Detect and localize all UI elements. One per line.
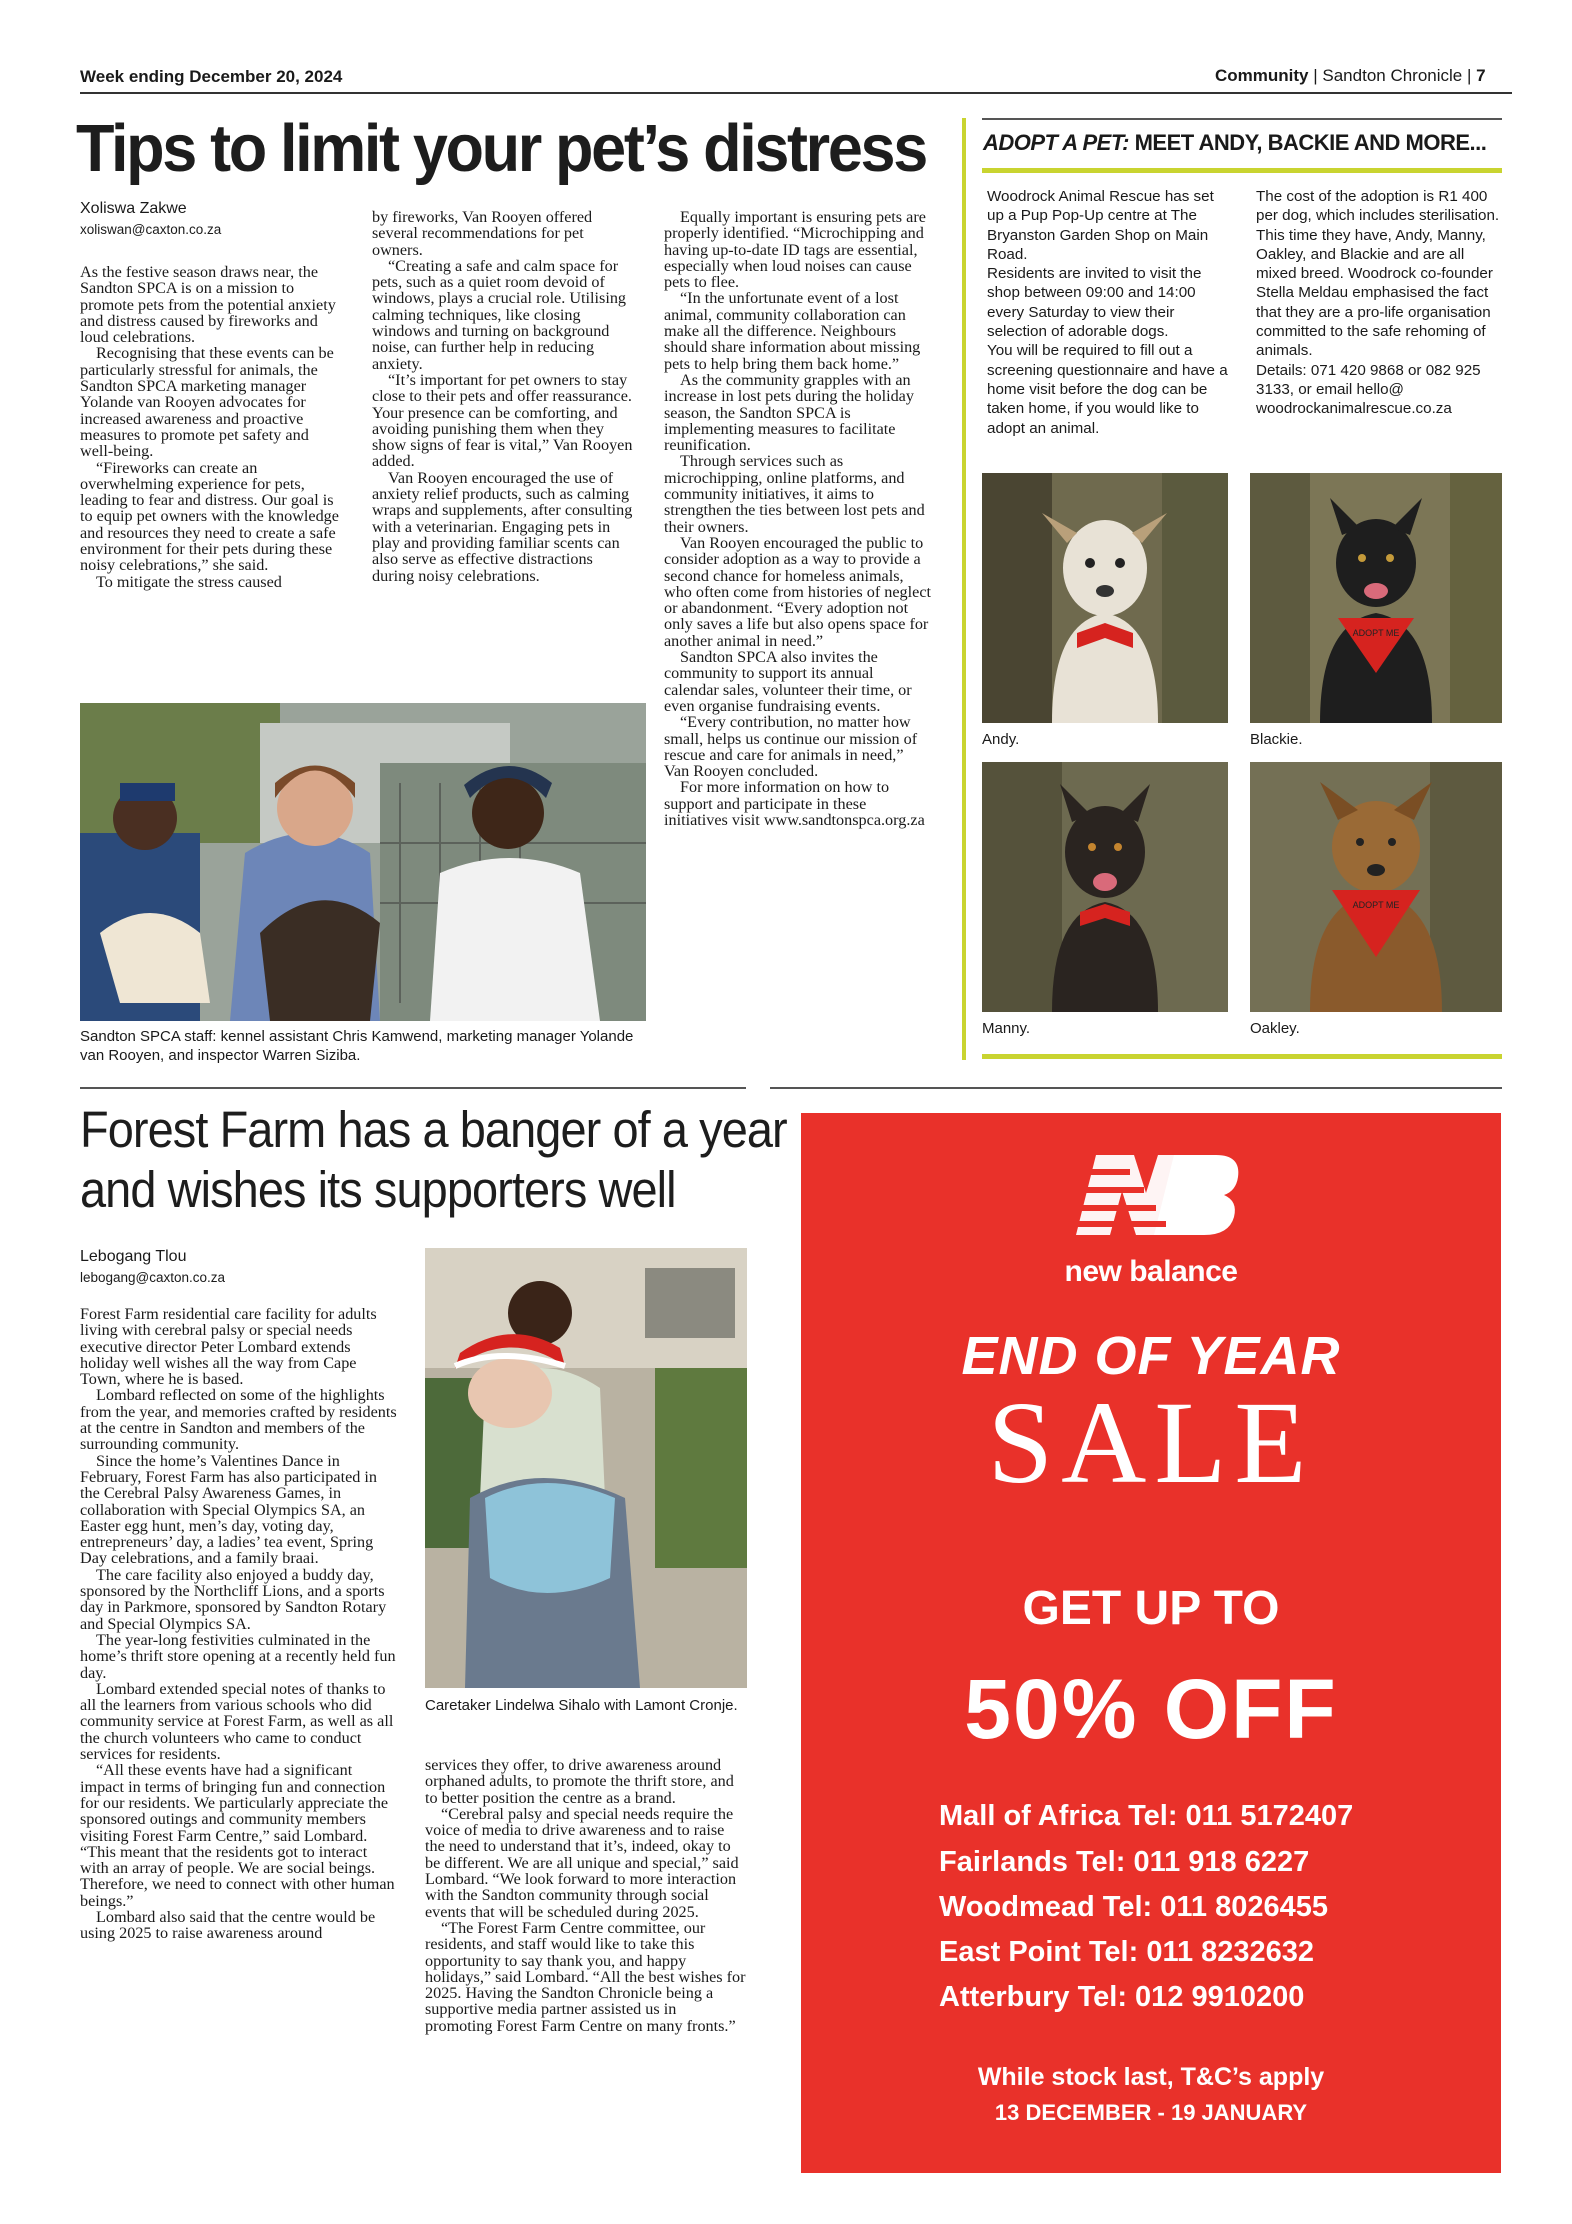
paragraph: “The Forest Farm Centre committee, our residents, and staff would like to take this opportunity to say thank you, and happy holidays,” said Lombard. “All the best wishes for 2025. Having the Sandton Chronicle being a supportive media partner assisted us in promoting Forest Farm Centre on many fronts.”	[425, 1918, 746, 2035]
dog-name: Blackie.	[1250, 731, 1303, 748]
article-headline	[80, 1100, 787, 1220]
adopt-top-rule	[982, 118, 1502, 120]
caretaker-photo	[425, 1248, 747, 1688]
bandana-text: ADOPT ME	[1352, 900, 1400, 910]
store-line: Atterbury Tel: 012 9910200	[939, 1981, 1305, 2013]
dog-name: Andy.	[982, 731, 1020, 748]
photo-caption: Sandton SPCA staff: kennel assistant Chris Kamwend, marketing manager Yolande van Rooyen, and inspector Warren Siziba.	[80, 1028, 634, 1064]
dog-photo-oakley	[1250, 762, 1502, 1012]
paragraph: The cost of the adoption is R1 400 per dog, which includes sterilisation.	[1256, 188, 1500, 225]
paragraph: “Creating a safe and calm space for pets, such as a quiet room devoid of windows, plays a crucial role. Utilising calming techniques, like closing windows and turning on background noise, can further help in reducing anxiety.	[372, 256, 627, 373]
author-email: xoliswan@caxton.co.za	[80, 222, 222, 237]
sale-line-3: GET UP TO	[1022, 1582, 1280, 1635]
brand-name: new balance	[1064, 1255, 1238, 1288]
paragraph: Van Rooyen encouraged the use of anxiety relief products, such as calming wraps and supplements, after consulting with a veterinarian. Engaging pets in play and providing familiar scents can also serve as effective distractions during noisy celebrations.	[372, 468, 633, 585]
new-balance-logo-icon	[1056, 1155, 1246, 1245]
store-line: Fairlands Tel: 011 918 6227	[939, 1846, 1310, 1878]
adopt-panel-divider	[962, 118, 966, 1060]
headline-line: and wishes its supporters well	[80, 1161, 676, 1218]
section-rule	[80, 1087, 746, 1089]
paragraph: Lombard extended special notes of thanks to all the learners from various schools who did community service at Forest Farm, as well as all the church volunteers who came to conduct services for residents.	[80, 1679, 394, 1764]
folio-separator: |	[1313, 66, 1318, 85]
adopt-column-2	[1256, 187, 1501, 419]
section-name: Community	[1215, 66, 1309, 85]
paragraph: “Fireworks can create an overwhelming experience for pets, leading to fear and distress. Our goal is to equip pet owners with the knowledge and resources they need to create a safe environment for their pets during these noisy celebrations,” she said.	[80, 458, 339, 575]
paragraph: “Cerebral palsy and special needs require the voice of media to drive awareness and to raise the need to understand that it’s, indeed, okay to be different. We are all unique and special,” said Lombard. “We look forward to more interaction with the Sandton community through social events that will be scheduled during 2025.	[425, 1804, 739, 1921]
paragraph: by fireworks, Van Rooyen offered several recommendations for pet owners.	[372, 208, 593, 259]
page-number: 7	[1476, 66, 1486, 85]
ad-terms: While stock last, T&C’s apply	[977, 2063, 1325, 2091]
folio-separator: |	[1467, 66, 1472, 85]
article-column-2	[425, 1757, 747, 2034]
dog-photo-blackie	[1250, 473, 1502, 723]
dog-photo-manny	[982, 762, 1228, 1012]
author-name: Xoliswa Zakwe	[80, 200, 187, 217]
section-rule	[770, 1087, 1502, 1089]
author-email: lebogang@caxton.co.za	[80, 1270, 226, 1285]
paragraph: The care facility also enjoyed a buddy day, sponsored by the Northcliff Lions, and a sports day in Parkmore, sponsored by Sandton Rotary and Special Olympics SA.	[80, 1565, 387, 1633]
paragraph: Forest Farm residential care facility for adults living with cerebral palsy or special needs executive director Peter Lombard extends holiday well wishes all the way from Cape Town, where he is based.	[80, 1305, 377, 1389]
paper-name: Sandton Chronicle	[1322, 66, 1463, 85]
headline-line: Forest Farm has a banger of a year	[80, 1101, 787, 1158]
page-folio	[1215, 66, 1486, 86]
paragraph: You will be required to fill out a screening questionnaire and have a home visit before the dog can be taken home, if you would like to adopt an animal.	[987, 342, 1228, 437]
paragraph: “Every contribution, no matter how small, helps us continue our mission of rescue and care for animals in need,” Van Rooyen concluded.	[664, 713, 918, 781]
paragraph: To mitigate the stress caused	[96, 572, 282, 591]
new-balance-advert	[801, 1113, 1501, 2173]
issue-date: Week ending December 20, 2024	[80, 67, 343, 86]
bandana-text: ADOPT ME	[1352, 628, 1400, 638]
article-column-2	[372, 209, 634, 584]
sale-line-2: SALE	[987, 1377, 1315, 1508]
store-line: Mall of Africa Tel: 011 5172407	[939, 1800, 1354, 1832]
sale-line-4: 50% OFF	[964, 1662, 1338, 1756]
dog-photo-andy	[982, 473, 1228, 723]
paragraph: Sandton SPCA also invites the community to support its annual calendar sales, volunteer their time, or even organise fundraising events.	[664, 648, 912, 715]
paragraph: As the community grapples with an increase in lost pets during the holiday season, the Sandton SPCA is implementing measures to facilitate reunification.	[664, 370, 914, 455]
paragraph: Lombard also said that the centre would be using 2025 to raise awareness around	[80, 1907, 376, 1943]
store-line: Woodmead Tel: 011 8026455	[939, 1891, 1329, 1923]
paragraph: As the festive season draws near, the Sandton SPCA is on a mission to promote pets from the potential anxiety and distress caused by fireworks and loud celebrations.	[80, 263, 336, 347]
paragraph: Since the home’s Valentines Dance in February, Forest Farm has also participated in the Cerebral Palsy Awareness Games, in collaboration with Special Olympics SA, an Easter egg hunt, men’s day, voting day, entrepreneurs’ day, a ladies’ tea event, Spring Day celebrations, and a family braai.	[80, 1451, 377, 1568]
dog-name: Oakley.	[1250, 1020, 1300, 1037]
paragraph: Equally important is ensuring pets are properly identified. “Microchipping and having up-to-date ID tags are essential, especially when loud noises can cause pets to flee.	[664, 208, 926, 292]
paragraph: “In the unfortunate event of a lost animal, community collaboration can make all the difference. Neighbours should share information about missing pets to help bring them back home.”	[664, 289, 921, 373]
adopt-column-1	[987, 187, 1232, 438]
paragraph: “All these events have had a significant impact in terms of bringing fun and connection for our residents. We particularly appreciate the sponsored outings and community members visiting Forest Farm Centre,” said Lombard. “This meant that the residents got to interact with an array of people. We are social beings. Therefore, we need to connect with other human beings.”	[80, 1761, 395, 1910]
paragraph: services they offer, to drive awareness around orphaned adults, to promote the thrift store, and to better position the centre as a brand.	[425, 1756, 734, 1807]
photo-caption: Caretaker Lindelwa Sihalo with Lamont Cronje.	[425, 1697, 738, 1714]
paragraph: Recognising that these events can be particularly stressful for animals, the Sandton SPCA marketing manager Yolande van Rooyen advocates for increased awareness and proactive measures to promote pet safety and well-being.	[80, 344, 334, 461]
ad-dates: 13 DECEMBER - 19 JANUARY	[994, 2100, 1308, 2125]
sale-line-1: END OF YEAR	[961, 1326, 1341, 1386]
adopt-heading-bar	[982, 168, 1502, 173]
adopt-heading-label: ADOPT A PET:	[983, 130, 1129, 155]
paragraph: Through services such as microchipping, online platforms, and community initiatives, it aims to strengthen the ties between lost pets and their owners.	[664, 452, 925, 536]
article-column-1	[80, 264, 342, 590]
paragraph: This time they have, Andy, Manny, Oakley, and Blackie and are all mixed breed. Woodrock co-founder Stella Meldau emphasised the fact that they are a pro-life organisation committed to the safe rehoming of animals.	[1256, 226, 1493, 360]
article-column-1	[80, 1306, 400, 1942]
author-name: Lebogang Tlou	[80, 1248, 187, 1265]
paragraph: Residents are invited to visit the shop between 09:00 and 14:00 every Saturday to view their selection of adorable dogs.	[987, 265, 1202, 341]
adopt-bottom-bar	[982, 1054, 1502, 1059]
header-rule	[80, 92, 1512, 94]
dog-name: Manny.	[982, 1020, 1031, 1037]
article-column-3	[664, 209, 932, 828]
paragraph: The year-long festivities culminated in the home’s thrift store opening at a recently held fun day.	[80, 1630, 396, 1682]
paragraph: For more information on how to support and participate in these initiatives visit www.sandtonspca.org.za	[664, 778, 925, 829]
paragraph: Details: 071 420 9868 or 082 925 3133, or email hello@ woodrockanimalrescue.co.za	[1256, 361, 1481, 418]
adopt-heading-title: MEET ANDY, BACKIE AND MORE...	[1134, 130, 1487, 155]
paragraph: Woodrock Animal Rescue has set up a Pup Pop-Up centre at The Bryanston Garden Shop on Main Road.	[987, 188, 1214, 263]
paragraph: Lombard reflected on some of the highlights from the year, and memories crafted by residents at the centre in Sandton and members of the surrounding community.	[80, 1386, 397, 1454]
paragraph: Van Rooyen encouraged the public to consider adoption as a way to provide a second chance for homeless animals, who often come from histories of neglect or abandonment. “Every adoption not only saves a life but also opens space for another animal in need.”	[664, 533, 932, 650]
paragraph: “It’s important for pet owners to stay close to their pets and offer reassurance. Your presence can be comforting, and avoiding punishing them when they show signs of fear is vital,” Van Rooyen added.	[372, 370, 633, 471]
adopt-heading	[983, 130, 1486, 156]
spca-staff-photo	[80, 703, 646, 1021]
store-line: East Point Tel: 011 8232632	[939, 1936, 1315, 1968]
article-headline: Tips to limit your pet’s distress	[76, 111, 926, 186]
